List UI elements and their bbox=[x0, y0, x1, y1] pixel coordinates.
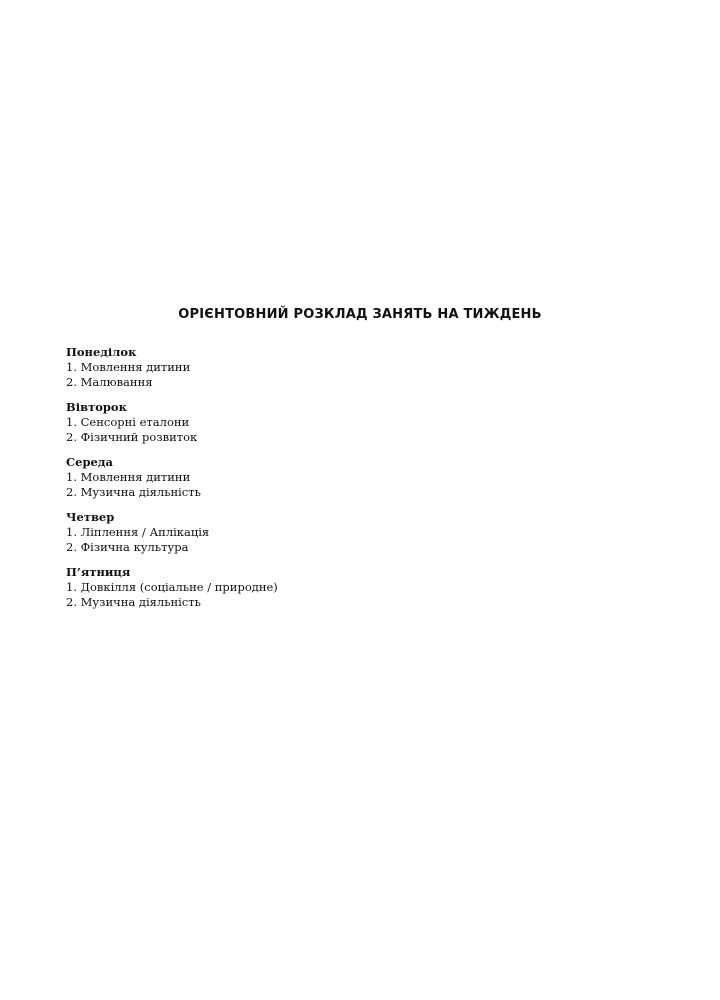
day-block-tuesday bbox=[66, 400, 626, 445]
day-block-friday bbox=[66, 565, 626, 610]
page-title: ОРІЄНТОВНИЙ РОЗКЛАД ЗАНЯТЬ НА ТИЖДЕНЬ bbox=[178, 307, 542, 322]
day-name: Вівторок bbox=[66, 400, 127, 414]
lesson-item: 1. Довкілля (соціальне / природне) bbox=[66, 580, 278, 594]
day-name: Середа bbox=[66, 455, 113, 469]
lesson-item: 2. Фізичний розвиток bbox=[66, 430, 198, 444]
weekly-schedule bbox=[66, 345, 626, 620]
lesson-item: 2. Музична діяльність bbox=[66, 595, 201, 609]
lesson-item: 2. Фізична культура bbox=[66, 540, 189, 554]
day-name: Понеділок bbox=[66, 345, 137, 359]
lesson-item: 2. Музична діяльність bbox=[66, 485, 201, 499]
lesson-item: 1. Мовлення дитини bbox=[66, 360, 191, 374]
lesson-item: 1. Ліплення / Аплікація bbox=[66, 525, 210, 539]
day-name: П’ятниця bbox=[66, 565, 131, 579]
lesson-item: 1. Сенсорні еталони bbox=[66, 415, 190, 429]
day-block-wednesday bbox=[66, 455, 626, 500]
lesson-item: 2. Малювання bbox=[66, 375, 153, 389]
lesson-item: 1. Мовлення дитини bbox=[66, 470, 191, 484]
day-block-thursday bbox=[66, 510, 626, 555]
day-name: Четвер bbox=[66, 510, 115, 524]
day-block-monday bbox=[66, 345, 626, 390]
